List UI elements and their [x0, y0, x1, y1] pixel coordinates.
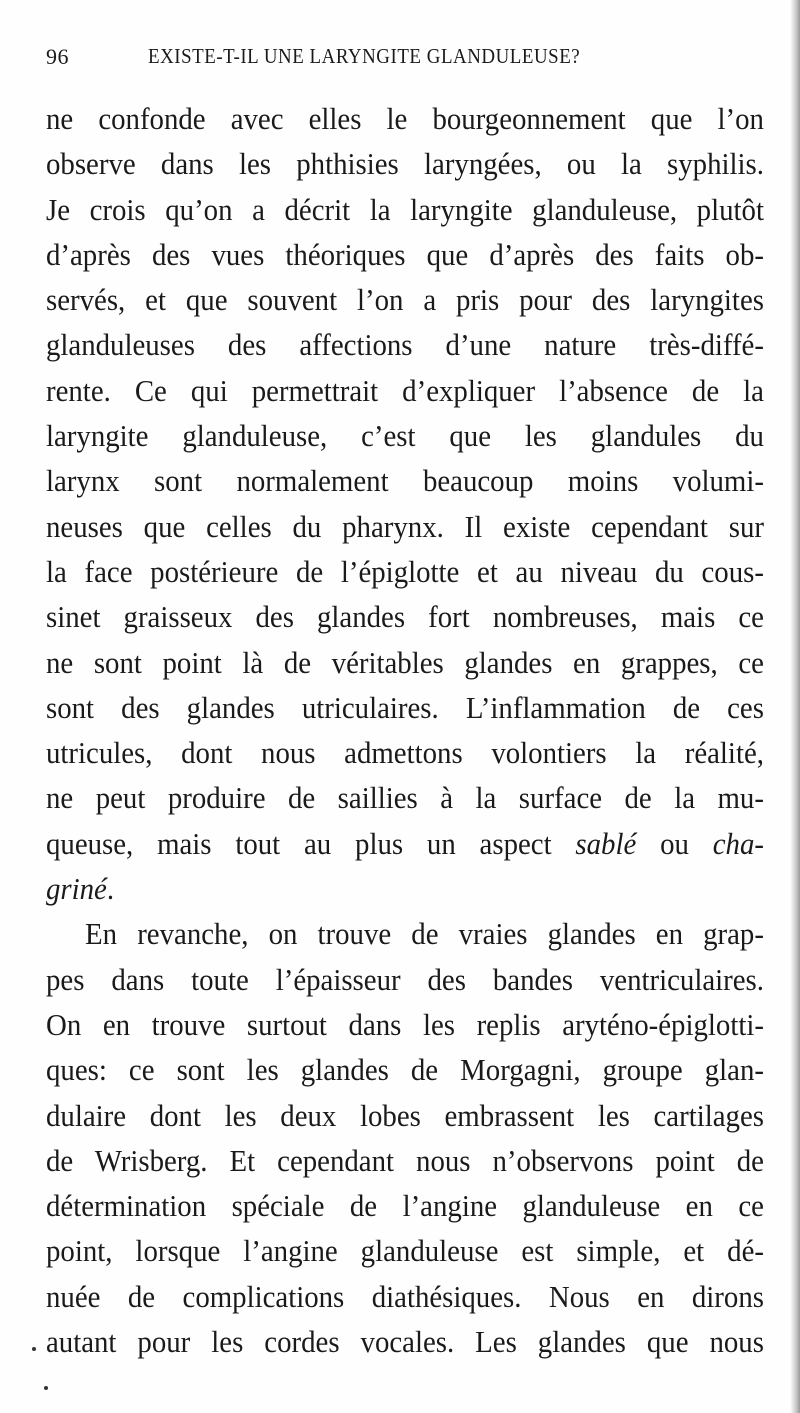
- text-run: queuse, mais tout au plus un aspect: [46, 825, 576, 861]
- italic-term-sable: sablé: [575, 825, 637, 861]
- text-line: sinet graisseux des glandes fort nombreuses, mais ce: [46, 599, 764, 635]
- text-line: On en trouve surtout dans les replis aryténo-épiglotti-: [46, 1006, 764, 1042]
- scan-speck: [32, 1347, 36, 1351]
- body-text: [46, 96, 764, 1364]
- text-line: pes dans toute l’épaisseur des bandes ventriculaires.: [46, 961, 764, 997]
- text-line: larynx sont normalement beaucoup moins volumi-: [46, 463, 764, 499]
- text-line: observe dans les phthisies laryngées, ou la syphilis.: [46, 146, 764, 182]
- text-line: glanduleuses des affections d’une nature très-diffé-: [46, 327, 764, 363]
- text-line: la face postérieure de l’épiglotte et au niveau du cous-: [46, 553, 764, 589]
- running-head: [46, 40, 752, 80]
- text-line-with-italics: [46, 821, 764, 866]
- text-line: sont des glandes utriculaires. L’inflammation de ces: [46, 689, 764, 725]
- text-line: Je crois qu’on a décrit la laryngite glanduleuse, plutôt: [46, 191, 764, 227]
- text-run: ou: [636, 825, 713, 861]
- text-line: autant pour les cordes vocales. Les glandes que nous: [46, 1324, 764, 1360]
- text-line: dulaire dont les deux lobes embrassent les cartilages: [46, 1097, 764, 1133]
- text-line: servés, et que souvent l’on a pris pour des laryngites: [46, 282, 764, 318]
- text-line: détermination spéciale de l’angine glanduleuse en ce: [46, 1188, 764, 1224]
- text-line: ques: ce sont les glandes de Morgagni, groupe glan-: [46, 1052, 764, 1088]
- text-line: point, lorsque l’angine glanduleuse est simple, et dé-: [46, 1233, 764, 1269]
- text-line: nuée de complications diathésiques. Nous en dirons: [46, 1278, 764, 1314]
- text-line: ne sont point là de véritables glandes en grappes, ce: [46, 644, 764, 680]
- text-line: d’après des vues théoriques que d’après des faits ob-: [46, 236, 764, 272]
- text-line: neuses que celles du pharynx. Il existe cependant sur: [46, 508, 764, 544]
- text-line: laryngite glanduleuse, c’est que les glandules du: [46, 418, 764, 454]
- scan-speck: [44, 1386, 48, 1390]
- italic-term-chagrine-end: griné: [46, 871, 107, 907]
- text-line: ne confonde avec elles le bourgeonnement que l’on: [46, 101, 764, 136]
- paragraph-first-line: En revanche, on trouve de vraies glandes en grap-: [85, 916, 764, 952]
- text-line: rente. Ce qui permettrait d’expliquer l’absence de la: [46, 372, 764, 408]
- page-number: 96: [46, 44, 69, 69]
- scan-page-edge: [790, 0, 800, 1413]
- italic-term-chagrine-start: cha-: [712, 825, 764, 861]
- paragraph-final-line: [46, 866, 764, 911]
- running-title: EXISTE-T-IL UNE LARYNGITE GLANDULEUSE?: [148, 44, 581, 68]
- text-line: ne peut produire de saillies à la surface de la mu-: [46, 780, 764, 816]
- text-line: de Wrisberg. Et cependant nous n’observons point de: [46, 1142, 764, 1178]
- text-run: .: [106, 871, 115, 907]
- text-line: utricules, dont nous admettons volontiers la réalité,: [46, 735, 764, 771]
